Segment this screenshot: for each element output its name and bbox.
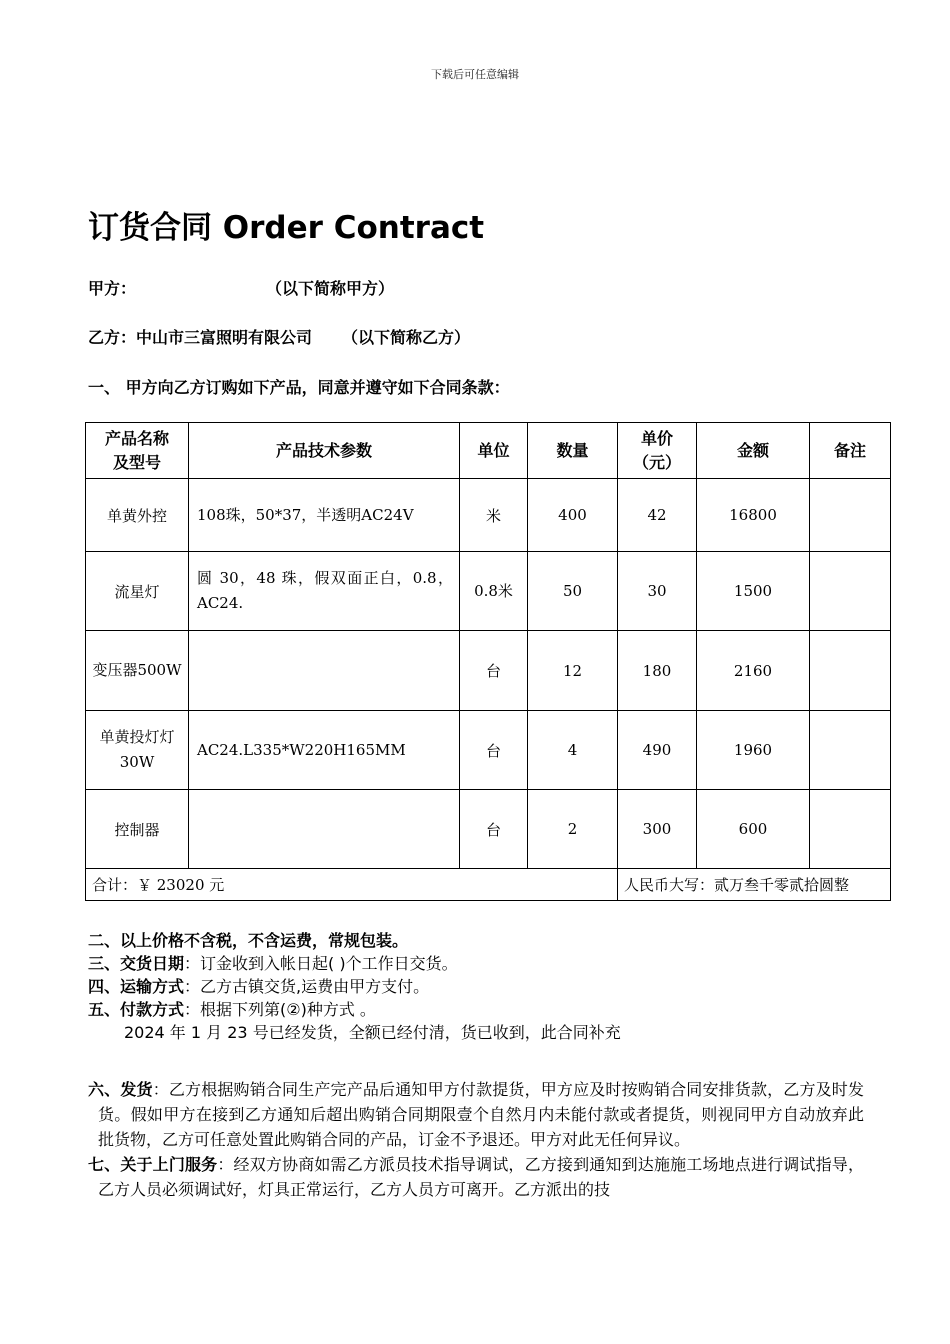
cell-spec xyxy=(189,631,460,711)
cell-unit: 台 xyxy=(460,790,528,869)
term-5-extra: 2024 年 1 月 23 号已经发货，全额已经付清，货已收到，此合同补充 xyxy=(124,1023,621,1042)
cell-qty: 50 xyxy=(528,552,618,631)
terms-block-1 xyxy=(88,929,866,1044)
cell-amount: 1500 xyxy=(697,552,810,631)
cell-qty: 400 xyxy=(528,479,618,552)
cell-qty: 2 xyxy=(528,790,618,869)
table-row xyxy=(86,479,891,552)
header-unit: 单位 xyxy=(460,423,528,479)
cell-note xyxy=(810,790,891,869)
order-table xyxy=(85,422,891,901)
table-row xyxy=(86,631,891,711)
total-in-words: 人民币大写：贰万叁千零贰拾圆整 xyxy=(618,869,891,901)
cell-spec: 圆 30，48 珠，假双面正白，0.8，AC24. xyxy=(189,552,460,631)
party-a-note: （以下简称甲方） xyxy=(266,279,395,298)
cell-amount: 1960 xyxy=(697,711,810,790)
table-row xyxy=(86,711,891,790)
term-2: 二、以上价格不含税，不含运费，常规包装。 xyxy=(88,931,409,950)
table-header-row xyxy=(86,423,891,479)
header-qty: 数量 xyxy=(528,423,618,479)
cell-unit: 米 xyxy=(460,479,528,552)
cell-price: 490 xyxy=(618,711,697,790)
header-unit-price: 单价 （元） xyxy=(618,423,697,479)
table-row xyxy=(86,552,891,631)
cell-note xyxy=(810,631,891,711)
cell-price: 42 xyxy=(618,479,697,552)
cell-unit: 台 xyxy=(460,711,528,790)
cell-amount: 2160 xyxy=(697,631,810,711)
cell-price: 30 xyxy=(618,552,697,631)
cell-note xyxy=(810,711,891,790)
terms-block-2 xyxy=(88,1077,864,1202)
cell-unit: 台 xyxy=(460,631,528,711)
cell-amount: 16800 xyxy=(697,479,810,552)
cell-price: 180 xyxy=(618,631,697,711)
cell-price: 300 xyxy=(618,790,697,869)
term-3: 三、交货日期：订金收到入帐日起( )个工作日交货。 xyxy=(88,954,458,973)
party-b-note: （以下简称乙方） xyxy=(342,328,471,347)
page-header: 下载后可任意编辑 xyxy=(431,68,519,81)
cell-unit: 0.8米 xyxy=(460,552,528,631)
party-b xyxy=(88,325,470,348)
total-amount: 合计：￥ 23020 元 xyxy=(86,869,618,901)
term-6: 六、发货：乙方根据购销合同生产完产品后通知甲方付款提货，甲方应及时按购销合同安排货款，乙方及时发货。假如甲方在接到乙方通知后超出购销合同期限壹个自然月内未能付款或者提货，则视同甲方自动放弃此批货物，乙方可任意处置此购销合同的产品，订金不予退还。甲方对此无任何异议。 xyxy=(88,1080,864,1149)
term-4: 四、运输方式：乙方古镇交货,运费由甲方支付。 xyxy=(88,977,430,996)
section-1-heading: 一、 甲方向乙方订购如下产品，同意并遵守如下合同条款： xyxy=(88,378,510,397)
cell-name: 流星灯 xyxy=(86,552,189,631)
cell-name: 控制器 xyxy=(86,790,189,869)
term-5: 五、付款方式：根据下列第(②)种方式 。 xyxy=(88,1000,376,1019)
contract-title: 订货合同 Order Contract xyxy=(88,210,485,246)
party-a-label: 甲方： xyxy=(88,279,137,298)
cell-name: 单黄投灯灯 30W xyxy=(86,711,189,790)
cell-spec: AC24.L335*W220H165MM xyxy=(189,711,460,790)
party-b-label: 乙方：中山市三富照明有限公司 xyxy=(88,328,313,347)
header-note: 备注 xyxy=(810,423,891,479)
term-7: 七、关于上门服务：经双方协商如需乙方派员技术指导调试，乙方接到通知到达施施工场地点进行调试指导，乙方人员必须调试好，灯具正常运行，乙方人员方可离开。乙方派出的技 xyxy=(88,1155,864,1199)
party-a xyxy=(88,276,394,299)
header-spec: 产品技术参数 xyxy=(189,423,460,479)
cell-spec: 108珠，50*37，半透明AC24V xyxy=(189,479,460,552)
cell-name: 变压器500W xyxy=(86,631,189,711)
cell-note xyxy=(810,552,891,631)
cell-note xyxy=(810,479,891,552)
table-total-row xyxy=(86,869,891,901)
table-row xyxy=(86,790,891,869)
cell-qty: 12 xyxy=(528,631,618,711)
header-amount: 金额 xyxy=(697,423,810,479)
cell-qty: 4 xyxy=(528,711,618,790)
cell-spec xyxy=(189,790,460,869)
cell-amount: 600 xyxy=(697,790,810,869)
header-product-name: 产品名称 及型号 xyxy=(86,423,189,479)
cell-name: 单黄外控 xyxy=(86,479,189,552)
